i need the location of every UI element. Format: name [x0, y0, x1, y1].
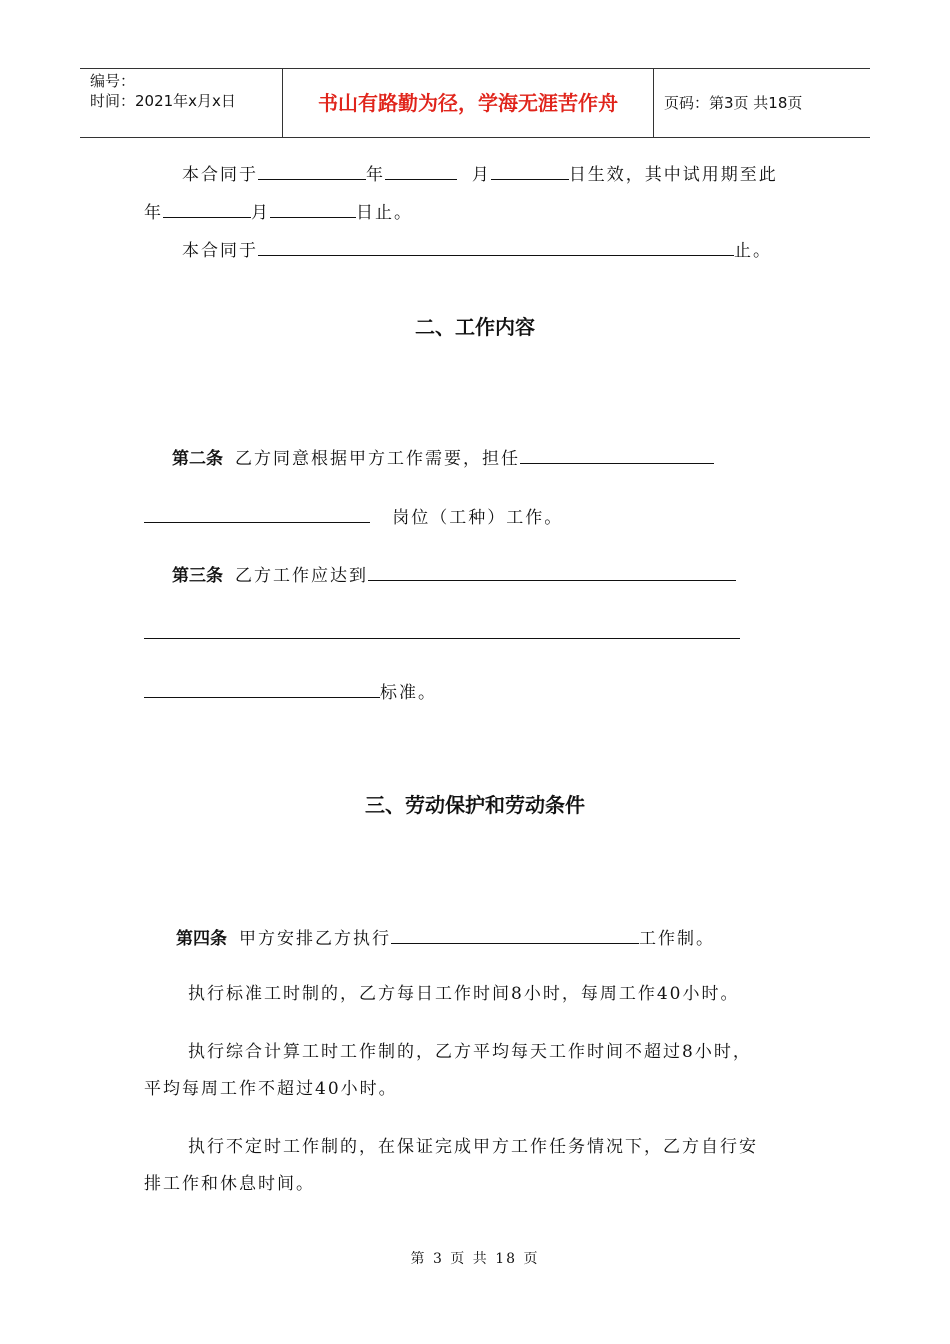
article-4-label: 第四条 — [176, 929, 227, 949]
blank-start-month[interactable] — [385, 161, 457, 180]
contract-end-line: 本合同于 止。 — [182, 237, 772, 262]
section-title-work-content: 二、工作内容 — [415, 315, 535, 339]
article-4: 第四条 甲方安排乙方执行 工作制。 — [176, 925, 715, 950]
header-number: 编号： — [90, 72, 136, 90]
flexible-hours-line2: 排工作和休息时间。 — [144, 1174, 315, 1194]
article-3: 第三条 乙方工作应达到 — [172, 562, 736, 587]
blank-start-day[interactable] — [491, 161, 569, 180]
header-page-info: 页码：第3页 共18页 — [664, 94, 803, 112]
effective-date-line2: 年 月 日止。 — [144, 199, 413, 224]
article-3-label: 第三条 — [172, 566, 223, 586]
page-header — [80, 68, 870, 138]
blank-position-cont[interactable] — [144, 504, 370, 523]
article-2: 第二条 乙方同意根据甲方工作需要，担任 — [172, 445, 714, 470]
blank-work-system[interactable] — [391, 925, 639, 944]
standard-hours-paragraph: 执行标准工时制的，乙方每日工作时间8小时，每周工作40小时。 — [188, 984, 740, 1004]
article-2-tail: 岗位（工种）工作。 — [144, 504, 563, 529]
blank-position[interactable] — [520, 445, 714, 464]
section-title-labor-protection: 三、劳动保护和劳动条件 — [365, 793, 585, 817]
page-footer: 第 3 页 共 18 页 — [410, 1251, 540, 1267]
header-time: 时间：2021年x月x日 — [90, 92, 236, 110]
blank-start-year[interactable] — [258, 161, 366, 180]
blank-probation-year[interactable] — [163, 199, 251, 218]
effective-date-line1: 本合同于 年 月 日生效，其中试用期至此 — [182, 161, 778, 186]
comprehensive-hours-line1: 执行综合计算工时工作制的，乙方平均每天工作时间不超过8小时， — [188, 1042, 752, 1062]
blank-standard-line2[interactable] — [144, 638, 740, 639]
comprehensive-hours-line2: 平均每周工作不超过40小时。 — [144, 1079, 398, 1099]
blank-probation-month[interactable] — [270, 199, 356, 218]
blank-standard-line3[interactable] — [144, 679, 380, 698]
article-2-label: 第二条 — [172, 449, 223, 469]
blank-contract-end[interactable] — [258, 237, 734, 256]
blank-standard[interactable] — [368, 562, 736, 581]
header-motto: 书山有路勤为径，学海无涯苦作舟 — [283, 69, 654, 137]
flexible-hours-line1: 执行不定时工作制的，在保证完成甲方工作任务情况下，乙方自行安 — [188, 1137, 758, 1157]
header-meta — [80, 69, 283, 137]
article-3-tail: 标准。 — [144, 679, 437, 704]
